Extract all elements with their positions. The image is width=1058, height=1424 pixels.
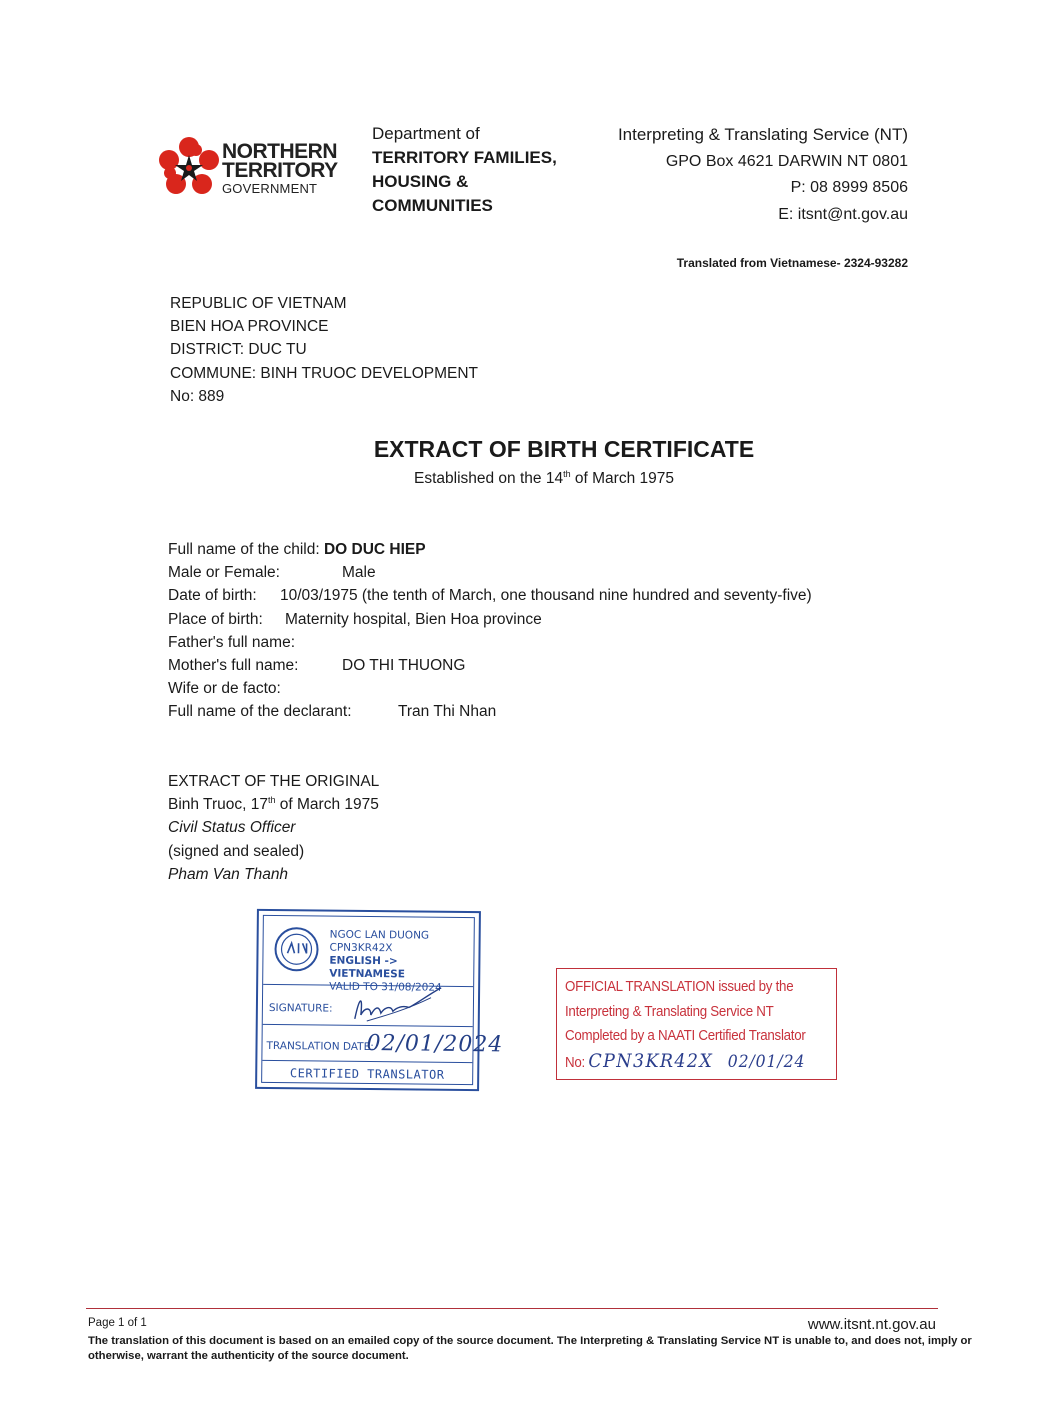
stamp-divider: [262, 1060, 472, 1063]
document-title: EXTRACT OF BIRTH CERTIFICATE: [373, 436, 755, 462]
field-wife-de-facto: Wife or de facto:: [168, 680, 281, 698]
nt-government-logo: [156, 136, 336, 202]
service-contact-block: [618, 122, 908, 228]
issuer-number: No: 889: [170, 387, 225, 405]
issuer-district: DISTRICT: DUC TU: [170, 341, 307, 359]
official-number-value: CPN3KR42X: [588, 1049, 714, 1072]
department-prefix: Department of: [372, 124, 480, 143]
translated-from-reference: Translated from Vietnamese- 2324-93282: [676, 256, 908, 270]
official-line-2: Interpreting & Translating Service NT: [565, 1003, 774, 1020]
naati-seal-icon: [273, 926, 319, 972]
original-officer-title: Civil Status Officer: [168, 819, 296, 837]
desert-rose-icon: [156, 136, 222, 202]
footer-divider: [86, 1308, 938, 1309]
issuer-block: [170, 292, 478, 408]
issuer-commune: COMMUNE: BINH TRUOC DEVELOPMENT: [170, 364, 479, 382]
stamp-translator-name: NGOC LAN DUONG: [329, 928, 430, 942]
stamp-languages: ENGLISH -> VIETNAMESE: [329, 954, 405, 981]
official-translation-box: [556, 968, 837, 1080]
original-heading: EXTRACT OF THE ORIGINAL: [168, 773, 380, 790]
field-child-name: Full name of the child: DO DUC HIEP: [168, 541, 426, 558]
original-extract-block: [168, 770, 379, 886]
service-address: GPO Box 4621 DARWIN NT 0801: [665, 152, 908, 170]
issuer-country: REPUBLIC OF VIETNAM: [170, 295, 347, 312]
logo-line-2: TERRITORY: [222, 159, 338, 182]
official-date-value: 02/01/24: [727, 1051, 806, 1072]
document-established: Established on the 14th of March 1975: [413, 468, 674, 487]
official-number-label: No:: [565, 1054, 585, 1071]
stamp-date-label: TRANSLATION DATE:: [266, 1039, 374, 1054]
original-signed-note: (signed and sealed): [168, 842, 305, 860]
stamp-validity: VALID TO 31/08/2024: [329, 980, 442, 994]
translator-signature: [347, 985, 447, 1030]
official-line-1: OFFICIAL TRANSLATION issued by the: [565, 979, 794, 995]
field-father-name: Father's full name:: [168, 633, 296, 651]
service-phone: P: 08 8999 8506: [790, 179, 908, 196]
field-date-of-birth: Date of birth: 10/03/1975 (the tenth of March, one thousand nine hundred and seventy-five): [168, 587, 812, 605]
official-line-3: Completed by a NAATI Certified Translator: [565, 1028, 806, 1044]
field-sex: Male or Female: Male: [168, 564, 376, 582]
field-place-of-birth: Place of birth: Maternity hospital, Bien Hoa province: [168, 610, 542, 628]
stamp-date-value: 02/01/2024: [366, 1030, 504, 1058]
department-line-3: COMMUNITIES: [372, 196, 493, 215]
footer-website: www.itsnt.nt.gov.au: [807, 1316, 936, 1333]
page-number: Page 1 of 1: [88, 1317, 147, 1329]
official-number-line: [565, 1049, 807, 1076]
service-email: E: itsnt@nt.gov.au: [778, 205, 908, 223]
department-line-2: HOUSING &: [372, 172, 469, 191]
stamp-certified-label: CERTIFIED TRANSLATOR: [289, 1066, 445, 1082]
field-declarant: Full name of the declarant: Tran Thi Nhan: [168, 703, 497, 721]
field-mother-name: Mother's full name: DO THI THUONG: [168, 656, 466, 674]
issuer-province: BIEN HOA PROVINCE: [170, 318, 329, 336]
certified-translator-stamp: [255, 909, 504, 1091]
logo-line-1: NORTHERN: [222, 140, 337, 163]
department-block: [372, 122, 592, 218]
stamp-translator-id: CPN3KR42X: [329, 941, 393, 955]
service-name: Interpreting & Translating Service (NT): [617, 125, 908, 144]
stamp-signature-label: SIGNATURE:: [268, 1001, 333, 1015]
logo-line-3: GOVERNMENT: [222, 181, 318, 196]
birth-details: [168, 538, 812, 724]
original-place-date: Binh Truoc, 17th of March 1975: [168, 795, 379, 814]
original-officer-name: Pham Van Thanh: [168, 865, 289, 883]
footer-disclaimer: The translation of this document is based on an emailed copy of the source document. The Interpreting & Translating Service NT is unable to, and does not, imply or otherwise, warrant the authenticity of the source document.: [88, 1335, 972, 1362]
department-line-1: TERRITORY FAMILIES,: [372, 148, 557, 167]
